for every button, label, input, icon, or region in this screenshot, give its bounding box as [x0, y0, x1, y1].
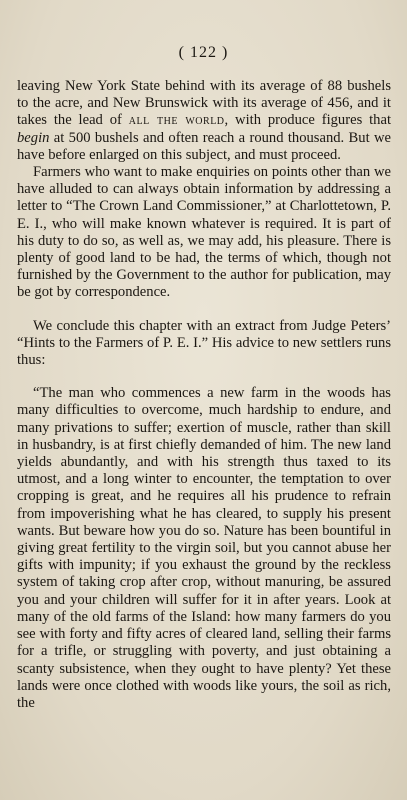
paragraph [17, 318, 391, 370]
italic-text: begin [17, 129, 50, 146]
text-segment: We conclude this chapter with an extract from Judge Peters’ “Hints to the Farmers of P. E. I.” His advice to new settlers runs thus: [17, 317, 391, 369]
text-segment: Farmers who want to make enquiries on points other than we have alluded to can always obtain information by addressing a letter to “The Crown Land Commissioner,” at Charlottetown, P. E. I., who will make known whatever is required. It is part of his duty to do so, as well as, we may add, his pleasure. There is plenty of good land to be had, the terms of which, though not furnished by the Government to the author for publication, may be got by correspondence. [17, 164, 391, 301]
paragraph [17, 385, 391, 712]
paragraph [17, 78, 391, 164]
text-segment: leaving New York State behind with its average of 88 bushels to the acre, and New Brunswick with its average of 456, and it takes the lead of [17, 78, 391, 129]
text-segment: , with produce figures that [224, 112, 391, 129]
body-text [17, 78, 391, 712]
page-number: ( 122 ) [178, 44, 229, 61]
text-segment: at 500 bushels and often reach a round thousand. But we have before enlarged on this subject, and must proceed. [17, 129, 391, 163]
paragraph [17, 164, 391, 302]
text-segment: “The man who commences a new farm in the woods has many difficulties to overcome, much hardship to endure, and many privations to suffer; exertion of muscle, rather than skill in husbandry, is at first chiefly demanded of him. The new land yields abundantly, and with his strength thus taxed to its utmost, and a long winter to encounter, the temptation to over cropping is great, and he requires all his prudence to refrain from impoverishing what he has cleared, to supply his present wants. But beware how you do so. Nature has been bountiful in giving great fertility to the virgin soil, but you cannot abuse her gifts with impunity; if you exhaust the ground by the reckless system of taking crop after crop, without manuring, be assured you and your children will suffer for it in after years. Look at many of the old farms of the Island: how many farmers do you see with forty and fifty acres of cleared land, selling their farms for a trifle, or struggling with poverty, and just obtaining a scanty subsistence, when they ought to have plenty? Yet these lands were once clothed with woods like yours, the soil as rich, the [17, 385, 391, 711]
small-caps-text: all the world [128, 112, 225, 129]
